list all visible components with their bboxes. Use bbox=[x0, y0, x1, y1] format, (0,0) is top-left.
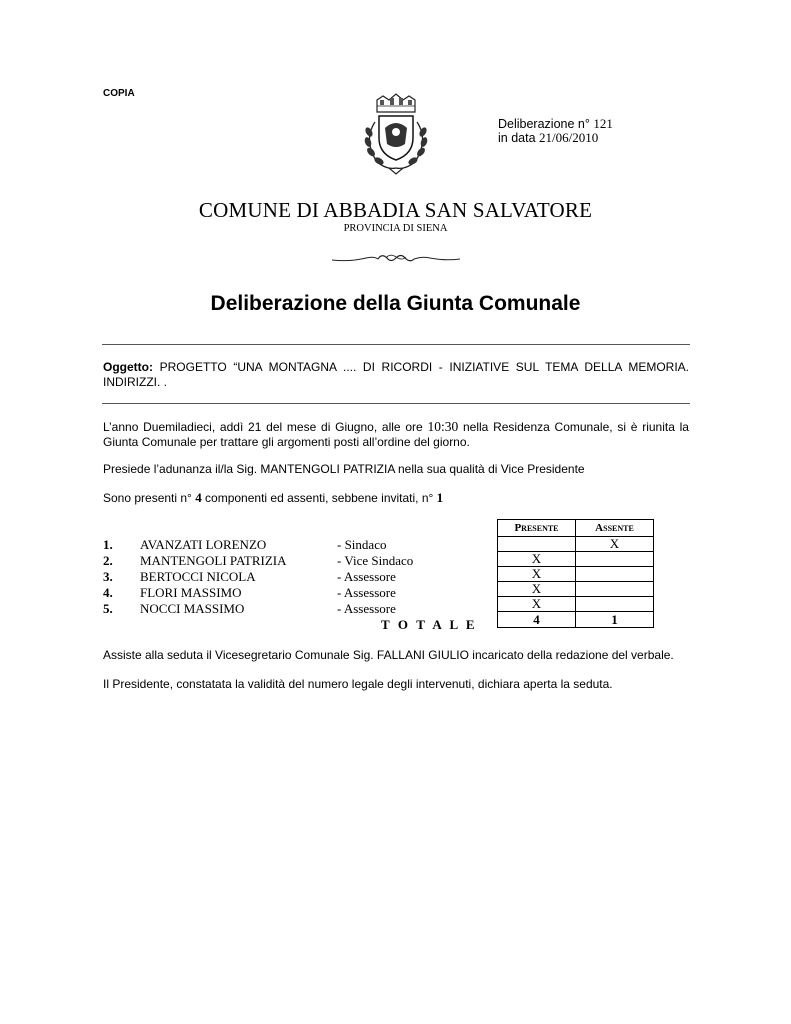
deliberation-number-line bbox=[498, 117, 613, 131]
member-role: - Assessore bbox=[337, 569, 396, 584]
member-name: AVANZATI LORENZO bbox=[140, 537, 267, 552]
present-cell: X bbox=[498, 597, 576, 612]
member-name: NOCCI MASSIMO bbox=[140, 601, 245, 616]
total-label: T O T A L E bbox=[381, 617, 478, 632]
deliberation-info bbox=[498, 117, 613, 145]
member-name: BERTOCCI NICOLA bbox=[140, 569, 256, 584]
deliberation-date: 21/06/2010 bbox=[539, 130, 599, 145]
attendance-summary bbox=[103, 490, 443, 506]
deliberation-date-line bbox=[498, 131, 613, 145]
present-count: 4 bbox=[195, 490, 202, 505]
present-cell: X bbox=[498, 567, 576, 582]
document-title: Deliberazione della Giunta Comunale bbox=[210, 292, 581, 315]
absent-cell: X bbox=[576, 537, 654, 552]
table-row bbox=[498, 537, 654, 552]
attendance-table bbox=[497, 519, 654, 628]
deliberation-number-label: Deliberazione n° bbox=[498, 117, 590, 131]
deliberation-date-label: in data bbox=[498, 131, 536, 145]
member-row bbox=[0, 585, 497, 601]
member-number: 1. bbox=[103, 537, 113, 552]
table-row bbox=[498, 597, 654, 612]
present-column-header: Presente bbox=[498, 520, 576, 537]
table-total-row bbox=[498, 612, 654, 628]
subject-paragraph bbox=[103, 360, 689, 390]
intro-text-end: nella Residenza Comunale, si è riunita la Giunta Comunale per trattare gli argomenti posti all’ordine del giorno. bbox=[103, 420, 689, 449]
absent-cell bbox=[576, 567, 654, 582]
attendance-present-label: Sono presenti n° bbox=[103, 491, 192, 505]
table-row bbox=[498, 552, 654, 567]
member-number: 3. bbox=[103, 569, 113, 584]
table-row bbox=[498, 567, 654, 582]
member-row bbox=[0, 601, 497, 617]
absent-cell bbox=[576, 597, 654, 612]
present-cell bbox=[498, 537, 576, 552]
member-number: 4. bbox=[103, 585, 113, 600]
table-row bbox=[498, 582, 654, 597]
total-absent-cell: 1 bbox=[576, 612, 654, 628]
member-row bbox=[0, 569, 497, 585]
decorative-flourish bbox=[330, 249, 462, 267]
municipality-name: COMUNE DI ABBADIA SAN SALVATORE bbox=[198, 198, 593, 222]
subject-label: Oggetto: bbox=[103, 360, 153, 374]
meeting-intro-paragraph bbox=[103, 419, 689, 450]
member-number: 2. bbox=[103, 553, 113, 568]
presides-statement: Presiede l’adunanza il/la Sig. MANTENGOLI PATRIZIA nella sua qualità di Vice Presidente bbox=[103, 462, 585, 476]
attendance-absent-label: componenti ed assenti, sebbene invitati, n° bbox=[201, 491, 434, 505]
secretary-note: Assiste alla seduta il Vicesegretario Comunale Sig. FALLANI GIULIO incaricato della redazione del verbale. bbox=[103, 648, 674, 662]
absent-cell bbox=[576, 582, 654, 597]
member-row bbox=[0, 553, 497, 569]
present-cell: X bbox=[498, 582, 576, 597]
subject-text: PROGETTO “UNA MONTAGNA .... DI RICORDI - INIZIATIVE SUL TEMA DELLA MEMORIA. INDIRIZZI. . bbox=[103, 360, 689, 389]
meeting-time: 10:30 bbox=[427, 419, 459, 434]
table-header-row bbox=[498, 520, 654, 537]
copy-label: COPIA bbox=[103, 88, 135, 99]
member-role: - Assessore bbox=[337, 585, 396, 600]
absent-column-header: Assente bbox=[576, 520, 654, 537]
province-name: PROVINCIA DI SIENA bbox=[343, 223, 448, 234]
absent-count: 1 bbox=[436, 490, 444, 505]
opening-note: Il Presidente, constatata la validità del numero legale degli intervenuti, dichiara aperta la seduta. bbox=[103, 677, 613, 691]
absent-cell bbox=[576, 552, 654, 567]
municipal-crest-emblem bbox=[355, 88, 437, 178]
member-row bbox=[0, 537, 497, 553]
deliberation-number: 121 bbox=[593, 116, 613, 131]
present-cell: X bbox=[498, 552, 576, 567]
member-number: 5. bbox=[103, 601, 113, 616]
total-present-cell: 4 bbox=[498, 612, 576, 628]
intro-text-start: L’anno Duemiladieci, addì 21 del mese di Giugno, alle ore bbox=[103, 420, 428, 434]
member-role: - Sindaco bbox=[337, 537, 387, 552]
member-name: MANTENGOLI PATRIZIA bbox=[140, 553, 287, 568]
member-role: - Assessore bbox=[337, 601, 396, 616]
member-name: FLORI MASSIMO bbox=[140, 585, 242, 600]
divider bbox=[102, 344, 690, 345]
divider bbox=[102, 403, 690, 404]
member-role: - Vice Sindaco bbox=[337, 553, 414, 568]
